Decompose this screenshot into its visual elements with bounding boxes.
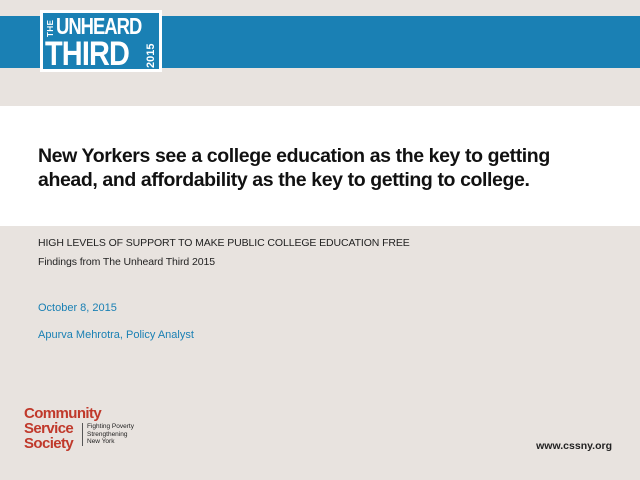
org-tagline-line1: Fighting Poverty	[87, 423, 134, 430]
findings-line: Findings from The Unheard Third 2015	[38, 256, 215, 268]
logo-unheard-text: UNHEARD	[56, 13, 142, 39]
presentation-date: October 8, 2015	[38, 302, 117, 314]
slide-subtitle: HIGH LEVELS OF SUPPORT TO MAKE PUBLIC COLLEGE EDUCATION FREE	[38, 237, 410, 249]
slide-title: New Yorkers see a college education as the key to getting ahead, and affordability as the key to getting to college.	[38, 145, 550, 191]
org-tagline-line2: Strengthening	[87, 430, 128, 438]
community-service-society-logo	[24, 406, 144, 456]
org-tagline	[82, 423, 134, 446]
org-name-line1: Community	[24, 405, 102, 422]
logo-year-text: 2015	[145, 43, 157, 69]
author-line: Apurva Mehrotra, Policy Analyst	[38, 329, 194, 341]
website-link[interactable]: www.cssny.org	[536, 440, 612, 452]
org-name-line3: Society	[24, 435, 74, 452]
title-band	[0, 106, 640, 226]
logo-the-text: THE	[46, 19, 55, 37]
logo-third-text: THIRD	[45, 35, 130, 72]
org-name-line2: Service	[24, 420, 74, 437]
org-tagline-line3: New York	[87, 438, 115, 445]
unheard-third-logo	[40, 10, 162, 72]
